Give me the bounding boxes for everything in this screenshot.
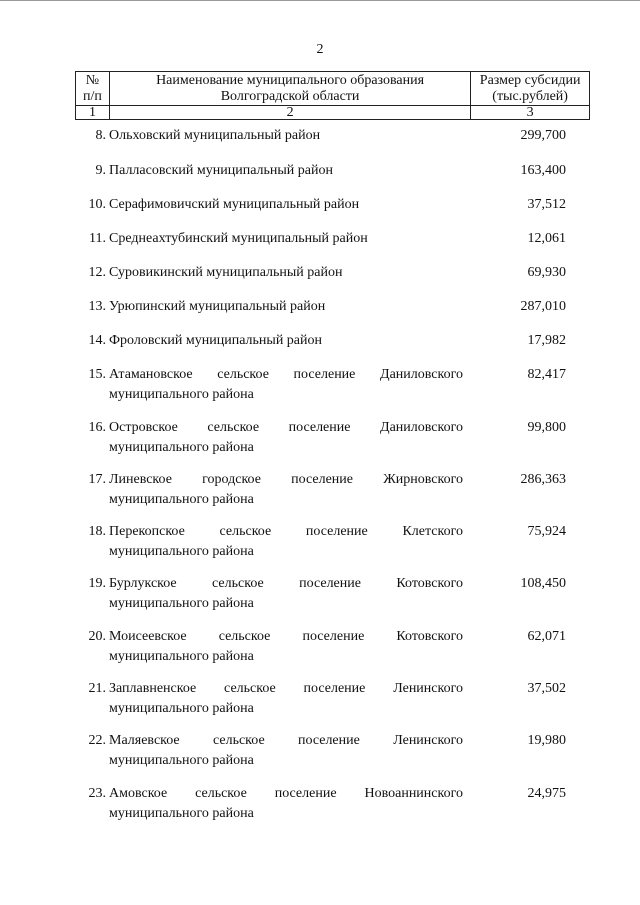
row-subsidy-amount: 19,980 <box>527 733 566 748</box>
row-municipality-name <box>109 161 463 181</box>
row-municipality-name <box>109 731 463 771</box>
header-amount-line1: Размер субсидии <box>479 72 581 88</box>
row-subsidy-amount: 24,975 <box>527 786 566 801</box>
row-municipality-name <box>109 195 463 215</box>
row-subsidy-amount: 37,512 <box>527 197 566 212</box>
row-subsidy-amount: 17,982 <box>527 333 566 348</box>
row-name-line: муниципального района <box>109 596 254 611</box>
row-name-line: Среднеахтубинский муниципальный район <box>109 231 368 246</box>
row-subsidy-amount: 287,010 <box>520 299 566 314</box>
row-name-line: Палласовский муниципальный район <box>109 163 333 178</box>
row-number: 14. <box>88 333 106 348</box>
row-name-line: Суровикинский муниципальный район <box>109 265 343 280</box>
row-subsidy-amount: 75,924 <box>527 524 566 539</box>
page-top-edge <box>0 0 640 3</box>
row-name-line: муниципального района <box>109 544 254 559</box>
row-subsidy-amount: 99,800 <box>527 420 566 435</box>
row-name-line: Атамановское сельское поселение Даниловского <box>109 367 463 382</box>
row-number: 16. <box>88 420 106 435</box>
row-name-line: Моисеевское сельское поселение Котовского <box>109 629 463 644</box>
row-municipality-name <box>109 263 463 283</box>
row-number: 9. <box>95 163 106 178</box>
page-number: 2 <box>316 42 324 57</box>
row-name-line: Маляевское сельское поселение Ленинского <box>109 733 463 748</box>
row-subsidy-amount: 163,400 <box>520 163 566 178</box>
row-number: 17. <box>88 472 106 487</box>
row-number: 11. <box>89 231 106 246</box>
header-number-line1: № <box>85 72 100 88</box>
row-municipality-name <box>109 365 463 405</box>
row-subsidy-amount: 82,417 <box>527 367 566 382</box>
row-municipality-name <box>109 126 463 146</box>
row-subsidy-amount: 62,071 <box>527 629 566 644</box>
header-index-3: 3 <box>471 106 590 120</box>
header-index-1: 1 <box>76 106 110 120</box>
header-amount-cell <box>471 72 590 106</box>
row-subsidy-amount: 286,363 <box>520 472 566 487</box>
row-subsidy-amount: 12,061 <box>527 231 566 246</box>
row-municipality-name <box>109 679 463 719</box>
row-number: 18. <box>88 524 106 539</box>
header-name-cell <box>109 72 470 106</box>
table-header <box>75 71 590 120</box>
row-number: 23. <box>88 786 106 801</box>
header-number-line2: п/п <box>83 88 102 104</box>
row-name-line: муниципального района <box>109 701 254 716</box>
row-subsidy-amount: 37,502 <box>527 681 566 696</box>
row-name-line: муниципального района <box>109 649 254 664</box>
row-municipality-name <box>109 418 463 458</box>
header-index-2: 2 <box>109 106 470 120</box>
row-number: 19. <box>88 576 106 591</box>
row-name-line: Заплавненское сельское поселение Ленинского <box>109 681 463 696</box>
row-municipality-name <box>109 470 463 510</box>
row-name-line: муниципального района <box>109 753 254 768</box>
row-municipality-name <box>109 297 463 317</box>
row-number: 20. <box>88 629 106 644</box>
row-name-line: Серафимовичский муниципальный район <box>109 197 360 212</box>
row-number: 21. <box>88 681 106 696</box>
row-name-line: Урюпинский муниципальный район <box>109 299 326 314</box>
row-municipality-name <box>109 627 463 667</box>
row-number: 12. <box>88 265 106 280</box>
header-amount-line2: (тыс.рублей) <box>492 88 568 104</box>
row-name-line: Перекопское сельское поселение Клетского <box>109 524 463 539</box>
row-municipality-name <box>109 784 463 824</box>
header-number-cell <box>76 72 110 106</box>
row-number: 15. <box>88 367 106 382</box>
row-name-line: Фроловский муниципальный район <box>109 333 323 348</box>
row-municipality-name <box>109 522 463 562</box>
row-number: 22. <box>88 733 106 748</box>
header-name-line2: Волгоградской области <box>220 88 360 104</box>
row-subsidy-amount: 299,700 <box>520 128 566 143</box>
row-name-line: муниципального района <box>109 806 254 821</box>
row-name-line: Бурлукское сельское поселение Котовского <box>109 576 463 591</box>
row-municipality-name <box>109 229 463 249</box>
row-name-line: Линевское городское поселение Жирновского <box>109 472 463 487</box>
row-municipality-name <box>109 331 463 351</box>
row-number: 8. <box>95 128 106 143</box>
row-name-line: муниципального района <box>109 387 254 402</box>
row-number: 10. <box>88 197 106 212</box>
row-subsidy-amount: 69,930 <box>527 265 566 280</box>
row-name-line: Амовское сельское поселение Новоаннинского <box>109 786 463 801</box>
row-name-line: муниципального района <box>109 440 254 455</box>
row-name-line: муниципального района <box>109 492 254 507</box>
row-name-line: Островское сельское поселение Даниловского <box>109 420 463 435</box>
row-municipality-name <box>109 574 463 614</box>
header-name-line1: Наименование муниципального образования <box>156 72 425 88</box>
row-subsidy-amount: 108,450 <box>520 576 566 591</box>
row-number: 13. <box>88 299 106 314</box>
row-name-line: Ольховский муниципальный район <box>109 128 321 143</box>
